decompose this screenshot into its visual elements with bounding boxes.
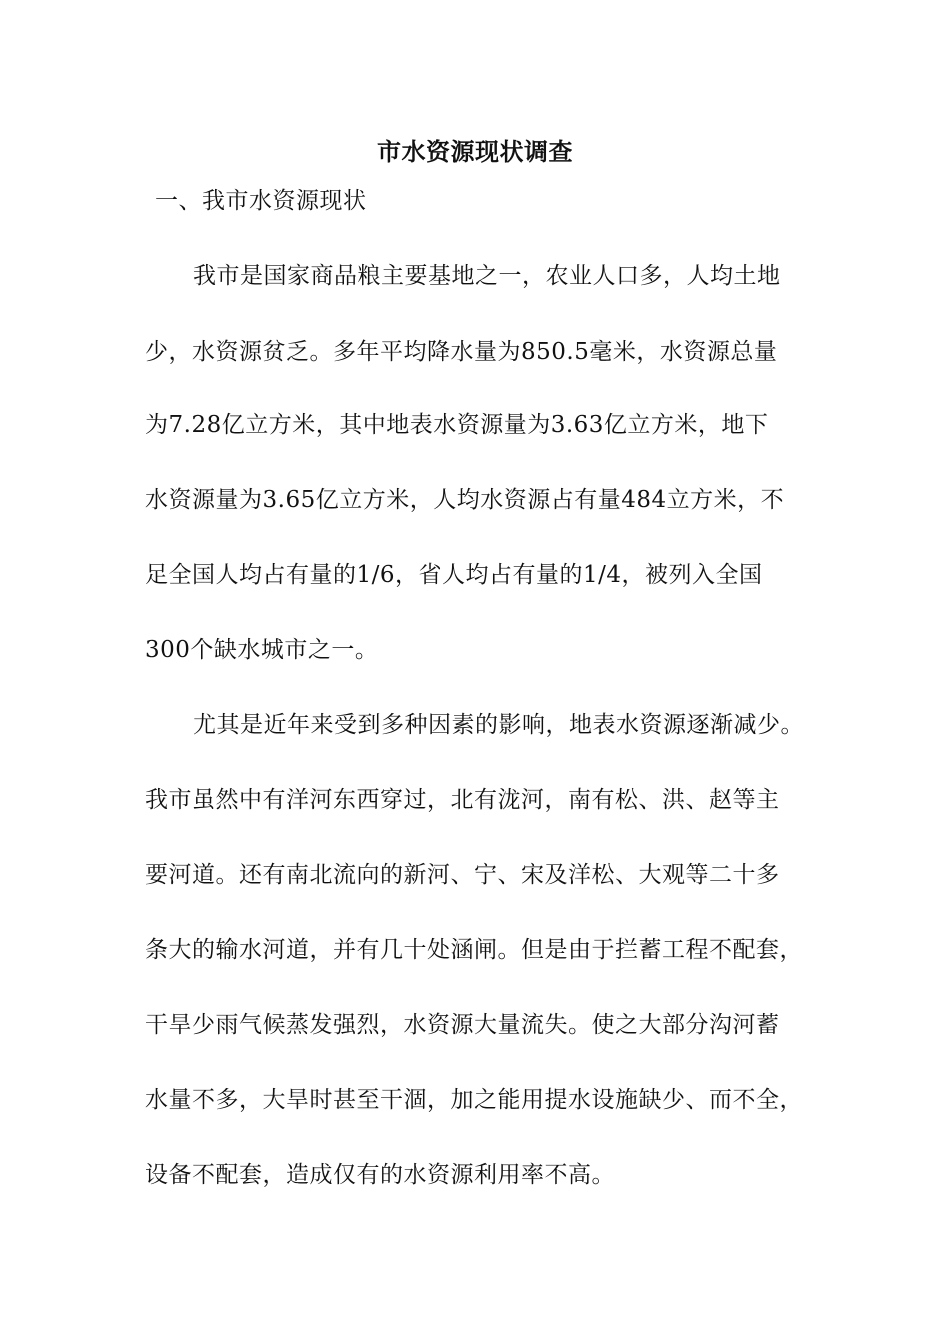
- paragraph-2-line: 要河道。还有南北流向的新河、宁、宋及洋松、大观等二十多: [145, 862, 780, 888]
- paragraph-1-line: 水资源量为3.65亿立方米，人均水资源占有量484立方米，不: [145, 487, 785, 513]
- paragraph-1-line: 300个缺水城市之一。: [145, 637, 379, 663]
- paragraph-1-line: 少，水资源贫乏。多年平均降水量为850.5毫米，水资源总量: [145, 339, 778, 365]
- document-title: 市水资源现状调查: [377, 137, 573, 166]
- paragraph-1-line: 为7.28亿立方米，其中地表水资源量为3.63亿立方米，地下: [145, 412, 769, 438]
- paragraph-2-line: 尤其是近年来受到多种因素的影响，地表水资源逐渐减少。: [193, 712, 804, 738]
- paragraph-1-line: 足全国人均占有量的1/6，省人均占有量的1/4，被列入全国: [145, 562, 763, 588]
- paragraph-2-line: 水量不多，大旱时甚至干涸，加之能用提水设施缺少、而不全，: [145, 1087, 803, 1113]
- section-heading: 一、我市水资源现状: [155, 188, 367, 214]
- paragraph-2-line: 条大的输水河道，并有几十处涵闸。但是由于拦蓄工程不配套，: [145, 937, 803, 963]
- paragraph-2-line: 我市虽然中有洋河东西穿过，北有泷河，南有松、洪、赵等主: [145, 787, 780, 813]
- paragraph-2-line: 设备不配套，造成仅有的水资源利用率不高。: [145, 1162, 615, 1188]
- paragraph-1-line: 我市是国家商品粮主要基地之一，农业人口多，人均土地: [193, 263, 781, 289]
- paragraph-2-line: 干旱少雨气候蒸发强烈，水资源大量流失。使之大部分沟河蓄: [145, 1012, 780, 1038]
